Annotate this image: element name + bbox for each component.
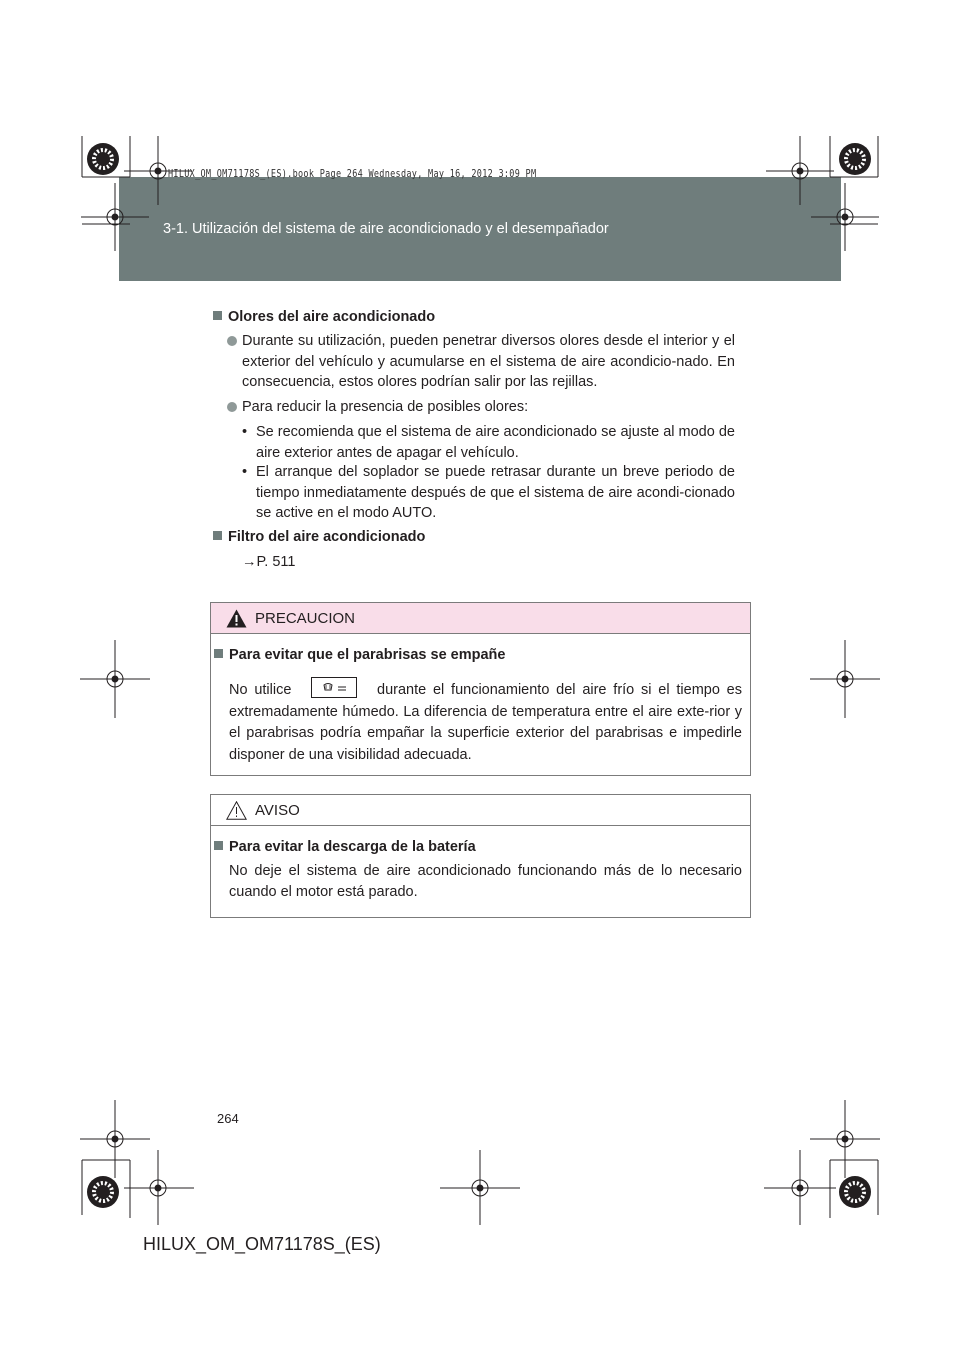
defogger-button-graphic [311, 677, 357, 698]
caution-text: No utilice durante el funcionamiento del aire frío si el tiempo es extremadamente húmedo. La diferencia de temperatura entre el aire exte-rior y el parabrisas podría empañar la superficie exterior del parabrisas e impedirle disponer de una visibilidad adecuada. [229, 677, 742, 766]
odors-subitem-1: • Se recomienda que el sistema de aire acondicionado se ajuste al modo de aire exterior antes de apagar el vehículo. [242, 424, 735, 461]
odors-bullet-2: Para reducir la presencia de posibles olores: [227, 397, 735, 418]
circle-bullet-icon [227, 402, 237, 412]
bullet-dot: • [242, 464, 248, 480]
notice-heading: Para evitar la descarga de la batería [214, 839, 476, 855]
notice-title: AVISO [255, 802, 300, 819]
notice-box [210, 794, 751, 918]
caution-title: PRECAUCION [255, 610, 356, 627]
square-bullet-icon [213, 531, 222, 540]
page-number: 264 [217, 1111, 239, 1126]
filter-reference[interactable]: →P. 511 [242, 554, 296, 570]
bullet-dot: • [242, 424, 248, 440]
notice-text: No deje el sistema de aire acondicionado funcionando más de lo necesario cuando el motor está parado. [229, 863, 742, 900]
document-code: HILUX_OM_OM71178S_(ES) [143, 1234, 381, 1254]
print-info: HILUX_OM_OM71178S_(ES).book Page 264 Wednesday, May 16, 2012 3:09 PM [168, 168, 537, 181]
square-bullet-icon [213, 311, 222, 320]
windshield-defogger-icon [312, 678, 356, 697]
circle-bullet-icon [227, 336, 237, 346]
section-title: 3-1. Utilización del sistema de aire acondicionado y el desempañador [163, 221, 609, 237]
square-bullet-icon [214, 841, 223, 850]
odors-bullet-1: Durante su utilización, pueden penetrar diversos olores desde el interior y el exterior del vehículo y acumularse en el sistema de aire acondicio-nado. En consecuencia, estos olores podrían salir por las rejillas. [227, 331, 735, 393]
filter-heading: Filtro del aire acondicionado [213, 529, 425, 545]
square-bullet-icon [214, 649, 223, 658]
notice-header [211, 795, 750, 826]
caution-heading: Para evitar que el parabrisas se empañe [214, 647, 505, 663]
odors-subitem-2: • El arranque del soplador se puede retrasar durante un breve periodo de tiempo inmediatamente después de que el sistema de aire acondi-cionado se active en el modo AUTO. [242, 464, 735, 521]
caution-header [211, 603, 750, 634]
warning-outline-icon [226, 801, 247, 820]
odors-heading: Olores del aire acondicionado [213, 309, 435, 325]
caution-box [210, 602, 751, 776]
warning-triangle-icon [226, 609, 247, 628]
